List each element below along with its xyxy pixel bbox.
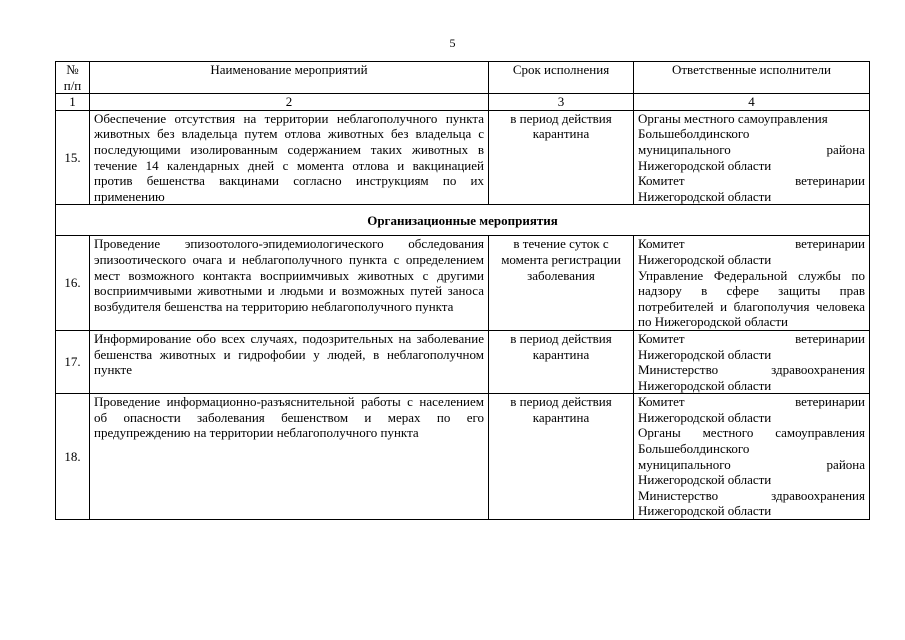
header-name: Наименование мероприятий	[90, 62, 489, 94]
column-number: 3	[489, 94, 634, 111]
responsible-line: муниципального района	[638, 141, 865, 157]
responsible-line: Министерство здравоохранения	[638, 487, 865, 503]
column-number: 4	[634, 94, 870, 111]
header-resp: Ответственные исполнители	[634, 62, 870, 94]
measures-table	[55, 61, 870, 520]
table-row	[56, 110, 870, 205]
responsible-line: Органы местного самоуправления	[638, 425, 865, 441]
responsible-line: Управление Федеральной службы по надзору в сфере защиты прав потребителей и благополучия человека по Нижегородской области	[638, 267, 865, 330]
section-title: Организационные мероприятия	[56, 205, 870, 236]
measure-term: в период действия карантина	[489, 394, 634, 520]
measure-term: в период действия карантина	[489, 330, 634, 393]
responsible-line: Нижегородской области	[638, 251, 772, 267]
responsible-line: Органы местного самоуправления	[638, 110, 828, 126]
table-row	[56, 236, 870, 331]
responsible-line: Комитет ветеринарии	[638, 236, 865, 252]
measure-name: Информирование обо всех случаях, подозрительных на заболевание бешенства животных и гидрофобии у людей, в неблагополучном пункте	[90, 330, 489, 393]
responsible-line: Нижегородской области	[638, 377, 772, 393]
header-num: № п/п	[56, 62, 90, 94]
row-number: 16.	[56, 236, 90, 331]
measure-name: Обеспечение отсутствия на территории неблагополучного пункта животных без владельца путем отлова животных без владельца с последующими изолированным содержанием таких животных в течение 14 календарных дней с момента отлова и вакцинацией против бешенства вакцинами согласно инструкциям по их применению	[90, 110, 489, 205]
row-number: 18.	[56, 394, 90, 520]
header-term: Срок исполнения	[489, 62, 634, 94]
measure-responsible	[634, 110, 870, 205]
responsible-line: Нижегородской области	[638, 157, 772, 173]
responsible-line: Большеболдинского	[638, 441, 750, 457]
responsible-line: Нижегородской области	[638, 472, 772, 488]
responsible-line: Комитет ветеринарии	[638, 330, 865, 346]
table-row	[56, 394, 870, 520]
measure-responsible	[634, 330, 870, 393]
responsible-line: Нижегородской области	[638, 188, 772, 204]
table-header-row	[56, 62, 870, 94]
row-number: 17.	[56, 330, 90, 393]
section-row	[56, 205, 870, 236]
responsible-line: Большеболдинского	[638, 126, 750, 142]
measure-responsible	[634, 394, 870, 520]
responsible-line: Министерство здравоохранения	[638, 362, 865, 378]
measure-term: в период действия карантина	[489, 110, 634, 205]
measure-responsible	[634, 236, 870, 331]
responsible-line: Нижегородской области	[638, 409, 772, 425]
measure-name: Проведение эпизоотолого-эпидемиологического обследования эпизоотического очага и неблагополучного пункта с определением мест возможного контакта восприимчивых животных с другими восприимчивыми животными и людьми и возможных путей заноса возбудителя бешенства на территорию неблагополучного пункта	[90, 236, 489, 331]
row-number: 15.	[56, 110, 90, 205]
responsible-line: Комитет ветеринарии	[638, 394, 865, 410]
responsible-line: Нижегородской области	[638, 503, 772, 519]
measure-name: Проведение информационно-разъяснительной работы с населением об опасности заболевания бешенством и мерах по его предупреждению на территории неблагополучного пункта	[90, 394, 489, 520]
responsible-line: Комитет ветеринарии	[638, 173, 865, 189]
table-row	[56, 330, 870, 393]
column-number: 2	[90, 94, 489, 111]
page-number: 5	[449, 36, 456, 50]
measure-term: в течение суток с момента регистрации заболевания	[489, 236, 634, 331]
column-number: 1	[56, 94, 90, 111]
column-numbers-row	[56, 94, 870, 111]
responsible-line: муниципального района	[638, 456, 865, 472]
responsible-line: Нижегородской области	[638, 346, 772, 362]
